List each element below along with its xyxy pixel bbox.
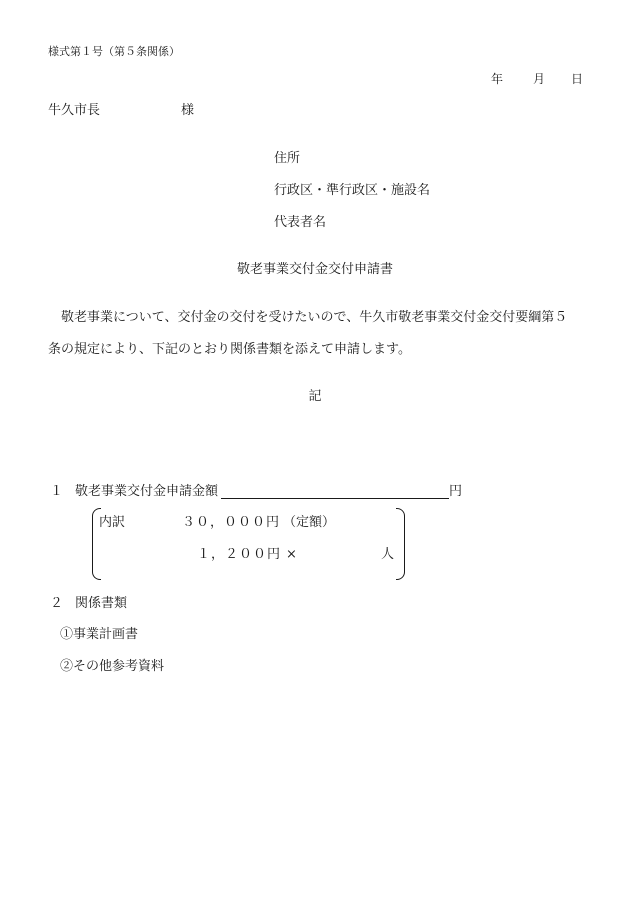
form-number: 様式第１号（第５条関係）	[48, 45, 180, 58]
document-list-item: ②その他参考資料	[60, 659, 165, 674]
applicant-rep-label: 代表者名	[274, 215, 327, 230]
item-1-number: １	[50, 484, 64, 499]
item-2-number: ２	[50, 596, 64, 611]
date-month-label: 月	[533, 72, 546, 86]
applicant-address-label: 住所	[274, 151, 301, 166]
breakdown-bracket-right	[396, 508, 405, 580]
ki-heading: 記	[308, 389, 322, 404]
person-unit: 人	[381, 547, 395, 562]
addressee-honorific: 様	[181, 103, 195, 118]
fixed-amount: ３０，０００円	[182, 515, 281, 530]
addressee-name: 牛久市長	[48, 103, 101, 118]
body-line-1-text: 敬老事業について、交付金の交付を受けたいので、牛久市敬老事業交付金交付要綱第５	[61, 310, 568, 325]
body-line-2: 条の規定により、下記のとおり関係書類を添えて申請します。	[48, 342, 411, 357]
item-1-yen: 円	[449, 484, 463, 499]
breakdown-label: 内訳	[99, 515, 126, 530]
date-day-label: 日	[571, 72, 584, 86]
per-person-amount: １，２００円	[197, 547, 282, 562]
body-line-1	[48, 310, 567, 326]
item-2-label: 関係書類	[75, 596, 128, 611]
document-title: 敬老事業交付金交付申請書	[236, 262, 393, 277]
document-list-item: ①事業計画書	[60, 627, 139, 642]
amount-underline	[221, 498, 449, 499]
applicant-org-label: 行政区・準行政区・施設名	[274, 183, 431, 198]
date-year-label: 年	[491, 72, 504, 86]
multiply-sign: ×	[286, 547, 297, 562]
fixed-amount-note: （定額）	[283, 515, 336, 530]
item-1-label: 敬老事業交付金申請金額	[75, 484, 219, 499]
